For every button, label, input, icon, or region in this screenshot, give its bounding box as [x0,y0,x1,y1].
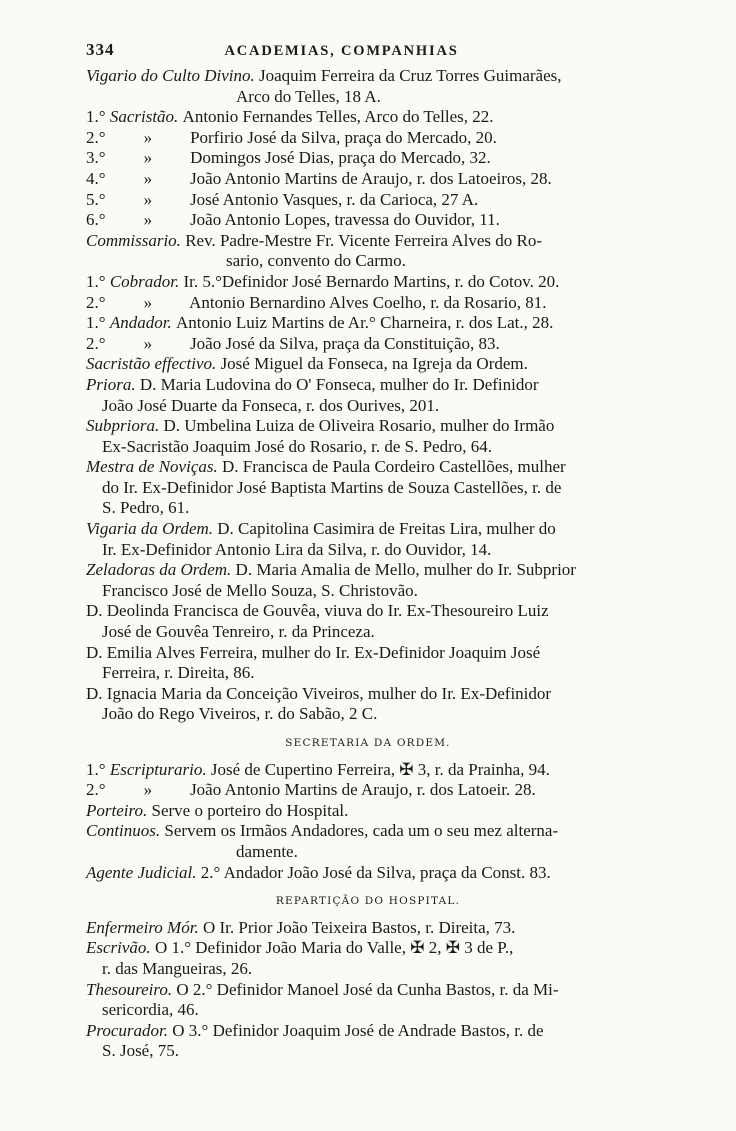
entry-role: Escrivão. [86,938,155,958]
entry-line [86,437,650,458]
entry-role: Commissario. [86,230,186,250]
hospital-line [86,959,650,980]
entry-line [86,293,650,314]
entry-ordinal: 2.° [86,292,110,312]
entry-text: João José da Silva, praça da Constituição, 83. [185,333,500,353]
entry-line [86,66,650,87]
entry-line [86,375,650,396]
entry-role: Procurador. [86,1020,173,1040]
entry-text: Rev. Padre-Mestre Fr. Vicente Ferreira Alves do Ro- [185,230,543,250]
entry-text: Ir. 5.°Definidor José Bernardo Martins, r. do Cotov. 20. [183,271,560,291]
ditto-mark: » [143,780,153,800]
entry-text: D. Umbelina Luiza de Oliveira Rosario, mulher do Irmão [163,416,555,436]
entry-text: Joaquim Ferreira da Cruz Torres Guimarães, [259,66,562,85]
entry-role: Zeladoras da Ordem. [86,560,236,580]
entry-continuation: Francisco José de Mello Souza, S. Christovão. [102,580,418,600]
entry-text: D. Emilia Alves Ferreira, mulher do Ir. Ex-Definidor Joaquim José [86,642,541,662]
hospital-line [86,1000,650,1021]
entry-role: Thesoureiro. [86,979,177,999]
entry-text: Servem os Irmãos Andadores, cada um o seu mez alterna- [164,821,559,841]
entry-line [86,251,650,272]
entry-line [86,478,650,499]
entry-continuation: Ir. Ex-Definidor Antonio Lira da Silva, r. do Ouvidor, 14. [102,539,492,559]
ditto-mark: » [143,292,153,312]
ditto-mark: » [143,333,153,353]
entry-ordinal: 4.° [86,168,110,188]
entry-continuation: João do Rego Viveiros, r. do Sabão, 2 C. [102,704,378,724]
entry-text: José Antonio Vasques, r. da Carioca, 27 A. [185,189,479,209]
secretaria-line [86,760,650,781]
entry-line [86,87,650,108]
entry-text: José Miguel da Fonseca, na Igreja da Ordem. [220,354,528,374]
entry-continuation: sericordia, 46. [102,1000,199,1020]
entry-line [86,498,650,519]
secretaria-line [86,842,650,863]
entry-text: Serve o porteiro do Hospital. [151,800,349,820]
entry-line [86,334,650,355]
entry-role: Vigario do Culto Divino. [86,66,259,85]
entry-text: O 3.° Definidor Joaquim José de Andrade Bastos, r. de [172,1020,544,1040]
entry-continuation: Ferreira, r. Direita, 86. [102,663,255,683]
entry-text: João Antonio Lopes, travessa do Ouvidor, 11. [185,210,500,230]
entry-continuation: r. das Mangueiras, 26. [102,958,253,978]
entry-text: Antonio Bernardino Alves Coelho, r. da Rosario, 81. [185,292,547,312]
entry-role: Sacristão. [109,107,183,127]
entry-line [86,663,650,684]
entry-text: D. Maria Amalia de Mello, mulher do Ir. Subprior [235,560,576,580]
entry-ordinal: 1.° [86,107,110,127]
entry-line [86,313,650,334]
entry-line [86,148,650,169]
entry-line [86,622,650,643]
entry-continuation: Arco do Telles, 18 A. [236,86,381,106]
entry-text: O 2.° Definidor Manoel José da Cunha Bastos, r. da Mi- [176,979,559,999]
secretaria-line [86,780,650,801]
entry-text: José de Cupertino Ferreira, ✠ 3, r. da Prainha, 94. [210,759,550,779]
entry-line [86,540,650,561]
entry-line [86,231,650,252]
entry-role: Vigaria da Ordem. [86,519,218,539]
entry-continuation: damente. [236,841,298,861]
entry-role: Porteiro. [86,800,152,820]
entry-line [86,519,650,540]
entry-line [86,128,650,149]
entry-line [86,396,650,417]
entry-text: D. Francisca de Paula Cordeiro Castellões, mulher [221,457,566,477]
hospital-line [86,938,650,959]
hospital-list [86,918,650,1062]
entry-role: Mestra de Noviças. [86,457,222,477]
entry-ordinal: 6.° [86,210,110,230]
section-heading-secretaria: SECRETARIA DA ORDEM. [285,737,451,749]
entry-continuation: sario, convento do Carmo. [226,251,406,271]
entry-role: Cobrador. [109,271,184,291]
entry-text: O 1.° Definidor João Maria do Valle, ✠ 2, ✠ 3 de P., [154,938,514,958]
entry-continuation: S. José, 75. [102,1041,179,1061]
entry-line [86,684,650,705]
entry-ordinal: 1.° [86,759,110,779]
entry-text: D. Ignacia Maria da Conceição Viveiros, mulher do Ir. Ex-Definidor [86,683,552,703]
secretaria-line [86,801,650,822]
entry-ordinal: 2.° [86,333,110,353]
entry-continuation: José de Gouvêa Tenreiro, r. da Princeza. [102,622,375,642]
entry-line [86,601,650,622]
hospital-line [86,980,650,1001]
entry-continuation: do Ir. Ex-Definidor José Baptista Martins de Souza Castellões, r. de [102,477,562,497]
entry-ordinal: 2.° [86,780,110,800]
entry-line [86,560,650,581]
hospital-line [86,1021,650,1042]
entry-text: 2.° Andador João José da Silva, praça da Const. 83. [200,862,551,882]
entry-line [86,107,650,128]
entry-role: Priora. [86,374,140,394]
entry-line [86,190,650,211]
page-header [86,40,650,66]
entry-role: Continuos. [86,821,165,841]
entry-text: D. Capitolina Casimira de Freitas Lira, mulher do [217,519,556,539]
entry-ordinal: 2.° [86,127,110,147]
entry-text: O Ir. Prior João Teixeira Bastos, r. Direita, 73. [202,917,516,937]
entry-role: Agente Judicial. [86,862,201,882]
entry-role: Sacristão effectivo. [86,354,221,374]
entry-continuation: João José Duarte da Fonseca, r. dos Ourives, 201. [102,395,440,415]
section-heading-hospital: REPARTIÇÃO DO HOSPITAL. [275,895,461,908]
entry-ordinal: 5.° [86,189,110,209]
ditto-mark: » [143,168,153,188]
entry-line [86,210,650,231]
entry-ordinal: 3.° [86,148,110,168]
entry-line [86,581,650,602]
entry-line [86,354,650,375]
ditto-mark: » [143,189,153,209]
secretaria-line [86,863,650,884]
hospital-line [86,918,650,939]
entry-text: Domingos José Dias, praça do Mercado, 32. [185,148,491,168]
entry-line [86,457,650,478]
running-title: ACADEMIAS, COMPANHIAS [224,43,459,59]
ditto-mark: » [143,210,153,230]
entry-line [86,169,650,190]
entry-text: Antonio Luiz Martins de Ar.° Charneira, r. dos Lat., 28. [175,313,554,333]
secretaria-list [86,760,650,884]
entry-role: Escripturario. [109,759,211,779]
ditto-mark: » [143,127,153,147]
entry-text: D. Deolinda Francisca de Gouvêa, viuva do Ir. Ex-Thesoureiro Luiz [86,601,549,621]
entry-line [86,272,650,293]
entry-ordinal: 1.° [86,271,110,291]
entry-continuation: Ex-Sacristão Joaquim José do Rosario, r. de S. Pedro, 64. [102,436,493,456]
entry-line [86,416,650,437]
secretaria-line [86,821,650,842]
entry-line [86,643,650,664]
entry-text: D. Maria Ludovina do O' Fonseca, mulher do Ir. Definidor [139,374,539,394]
page-number: 334 [86,40,115,59]
hospital-line [86,1041,650,1062]
entry-text: João Antonio Martins de Araujo, r. dos Latoeiros, 28. [185,168,552,188]
entry-role: Enfermeiro Mór. [86,917,203,937]
ditto-mark: » [143,148,153,168]
entry-ordinal: 1.° [86,313,110,333]
entry-text: João Antonio Martins de Araujo, r. dos Latoeir. 28. [185,780,536,800]
entry-role: Subpriora. [86,416,164,436]
entry-text: Antonio Fernandes Telles, Arco do Telles, 22. [182,107,494,127]
entry-line [86,704,650,725]
entry-role: Andador. [109,313,176,333]
entry-text: Porfirio José da Silva, praça do Mercado, 20. [185,127,497,147]
entries-list [86,66,650,725]
entry-continuation: S. Pedro, 61. [102,498,190,518]
